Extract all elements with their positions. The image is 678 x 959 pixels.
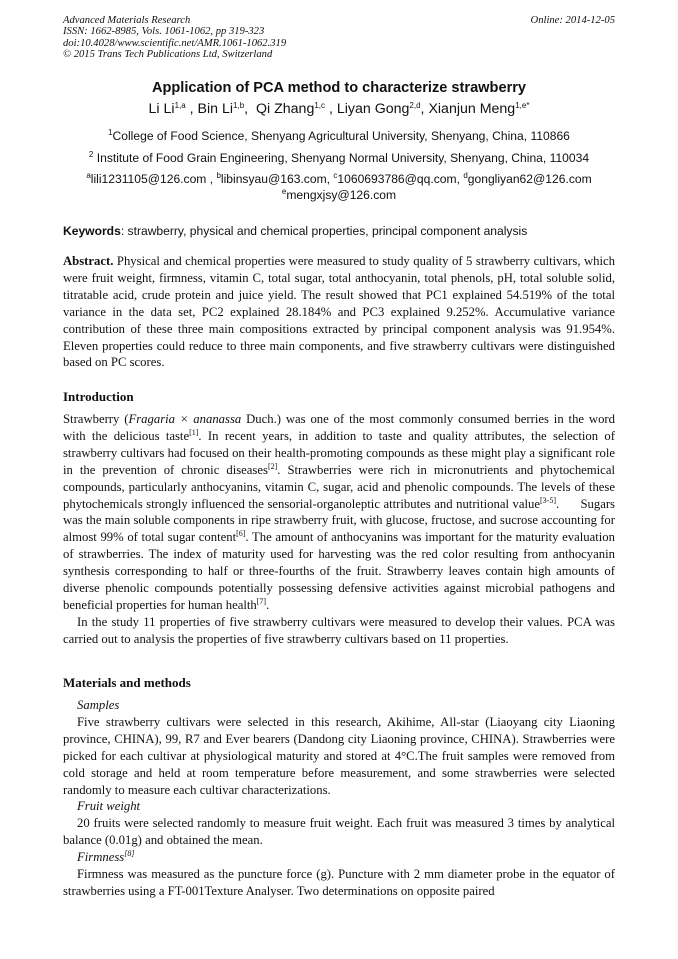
- email-address: lili1231105@126.com: [90, 172, 207, 186]
- author-mark: 1,b: [233, 101, 245, 110]
- copyright-line: © 2015 Trans Tech Publications Ltd, Switzerland: [63, 49, 273, 61]
- affiliation-text: Institute of Food Grain Engineering, Shenyang Normal University, Shenyang, China, 110034: [96, 151, 590, 165]
- author-list: [0, 101, 678, 117]
- email-mark: d: [463, 171, 468, 180]
- text-run: Duch.) was one of the most commonly consumed berries in the word with the delicious taste: [63, 412, 615, 443]
- abstract-text: Physical and chemical properties were measured to study quality of 5 strawberry cultivars, which were fruit weight, firmness, vitamin C, total sugar, total anthocyanin, total phenols, pH, total soluble solid, titratable acid, crude protein and juice yield. The result showed that PC1 explained 54.519% of the total variance in the data set, PC2 explained 28.184% and PC3 explained 9.252%. Accumulative variance contribution of these three main compositions extracted by principal component analysis was 91.954%. Eleven properties could reduce to three main components, and five strawberry cultivars were distinguished based on PC scores.: [63, 254, 615, 370]
- text-run: . The amount of anthocyanins was important for the maturity evaluation of strawberries. The index of maturity used for harvesting was the red color resulting from anthocyanin synthesis corresponding to half or three-fourths of the fruit. Strawberry leaves contain high amounts of diverse phenolic compounds potentially possessing defensive activities against microbial pathogens and beneficial properties for human health: [63, 530, 615, 612]
- journal-name: Advanced Materials Research: [63, 15, 191, 26]
- email-mark: e: [281, 186, 287, 196]
- email-mark: b: [216, 171, 221, 180]
- citation[interactable]: [7]: [256, 596, 267, 606]
- paragraph: [63, 411, 625, 614]
- affiliation-1: [0, 129, 678, 143]
- author-name: Li Li: [148, 101, 175, 117]
- author-mark: 1,c: [314, 101, 326, 110]
- affiliation-text: College of Food Science, Shenyang Agricultural University, Shenyang, China, 110866: [112, 129, 570, 143]
- subheading-firmness: [63, 849, 615, 866]
- email-sep: ,: [206, 172, 217, 186]
- author-sep: ,: [325, 101, 337, 117]
- citation[interactable]: [2]: [267, 461, 278, 471]
- email-address: mengxjsy@126.com: [286, 187, 397, 202]
- citation[interactable]: [3-5]: [540, 495, 556, 505]
- section-heading-introduction: Introduction: [63, 389, 134, 404]
- text-run: .: [266, 597, 270, 612]
- paragraph: Firmness was measured as the puncture force (g). Puncture with 2 mm diameter probe in the equator of strawberries using a FT-001Texture Analyser. Two determinations on opposite paired: [63, 867, 615, 898]
- author-name: Liyan Gong: [336, 101, 410, 117]
- author-sep: ,: [244, 101, 256, 117]
- author-sep: ,: [420, 101, 429, 117]
- issn-line: ISSN: 1662-8985, Vols. 1061-1062, pp 319-323: [63, 26, 265, 38]
- citation[interactable]: [6]: [236, 529, 246, 539]
- abstract: [63, 253, 615, 371]
- author-name: Bin Li: [197, 101, 234, 117]
- citation[interactable]: [1]: [189, 427, 199, 437]
- introduction-body: [63, 411, 625, 648]
- keywords-text: : strawberry, physical and chemical properties, principal component analysis: [120, 224, 528, 238]
- online-date: Online: 2014-12-05: [530, 15, 615, 26]
- paper-title: Application of PCA method to characterize strawberry: [151, 80, 527, 96]
- email-mark: c: [333, 171, 338, 180]
- subheading-text: Firmness: [77, 850, 125, 865]
- paragraph: 20 fruits were selected randomly to measure fruit weight. Each fruit was measured 3 times by analytical balance (0.01g) and obtained the mean.: [63, 816, 615, 848]
- author-emails: [0, 172, 678, 203]
- affiliation-2: [0, 151, 678, 165]
- keywords-label: Keywords: [63, 224, 121, 238]
- subheading-fruit-weight: Fruit weight: [77, 799, 141, 814]
- email-line: [0, 172, 678, 188]
- text-run: . Sugars was the main soluble components in ripe strawberry fruit, with glucose, fructose, and sucrose accounting for almost 99% of total sugar content: [63, 496, 619, 545]
- affiliation-mark: 2: [88, 150, 94, 159]
- subheading-samples: Samples: [77, 698, 120, 712]
- email-mark: a: [86, 171, 91, 180]
- email-line: [0, 188, 678, 204]
- paragraph: In the study 11 properties of five strawberry cultivars were measured to develop their values. PCA was carried out to analysis the properties of five strawberry cultivars based on 11 properties.: [63, 614, 615, 646]
- author-mark: 1,e*: [515, 101, 530, 110]
- email-address: gongliyan62@126.com: [467, 172, 592, 186]
- text-run: . In recent years, in addition to taste and quality attributes, the selection of strawberry cultivars had focused on their health-promoting compounds as these might play a significant role in the prevention of chronic diseases: [63, 428, 625, 477]
- paragraph: Five strawberry cultivars were selected in this research, Akihime, All-star (Liaoyang city Liaoning province, CHINA), 99, R7 and Ever bearers (Dandong city Liaoning province, CHINA). Strawberries were picked for each cultivar at physiological maturity and stored at 4°C.The fruit samples were removed from cold storage and held at room temperature before measurement, and some strawberries were selected randomly to measure each cultivar characterizations.: [63, 714, 615, 797]
- section-heading-methods: Materials and methods: [63, 675, 191, 690]
- methods-body: [63, 697, 615, 900]
- journal-header: [63, 15, 286, 61]
- species-name: Fragaria × ananassa: [128, 412, 242, 426]
- email-address: libinsyau@163.com: [220, 172, 327, 186]
- citation[interactable]: [8]: [124, 849, 135, 859]
- text-run: . Strawberries were rich in micronutrients and phytochemical compounds, particularly anthocyanins, vitamin C, sugar, acid and phenolic compounds. The levels of these phytochemicals strongly influenced the sensorial-organoleptic attributes and nutritional value: [63, 462, 615, 511]
- author-mark: 2,d: [409, 101, 421, 110]
- doi-line: doi:10.4028/www.scientific.net/AMR.1061-1062.319: [63, 37, 287, 49]
- author-name: Xianjun Meng: [428, 101, 516, 117]
- affiliation-mark: 1: [108, 128, 113, 137]
- email-sep: ,: [456, 172, 464, 186]
- email-address: 1060693786@qq.com: [337, 172, 457, 186]
- author-name: Qi Zhang: [255, 101, 315, 117]
- author-mark: 1,a: [174, 101, 186, 110]
- text-run: Strawberry (: [63, 412, 129, 426]
- keywords: [63, 224, 615, 238]
- author-sep: ,: [185, 101, 198, 117]
- email-sep: ,: [326, 172, 334, 186]
- abstract-label: Abstract.: [63, 254, 114, 268]
